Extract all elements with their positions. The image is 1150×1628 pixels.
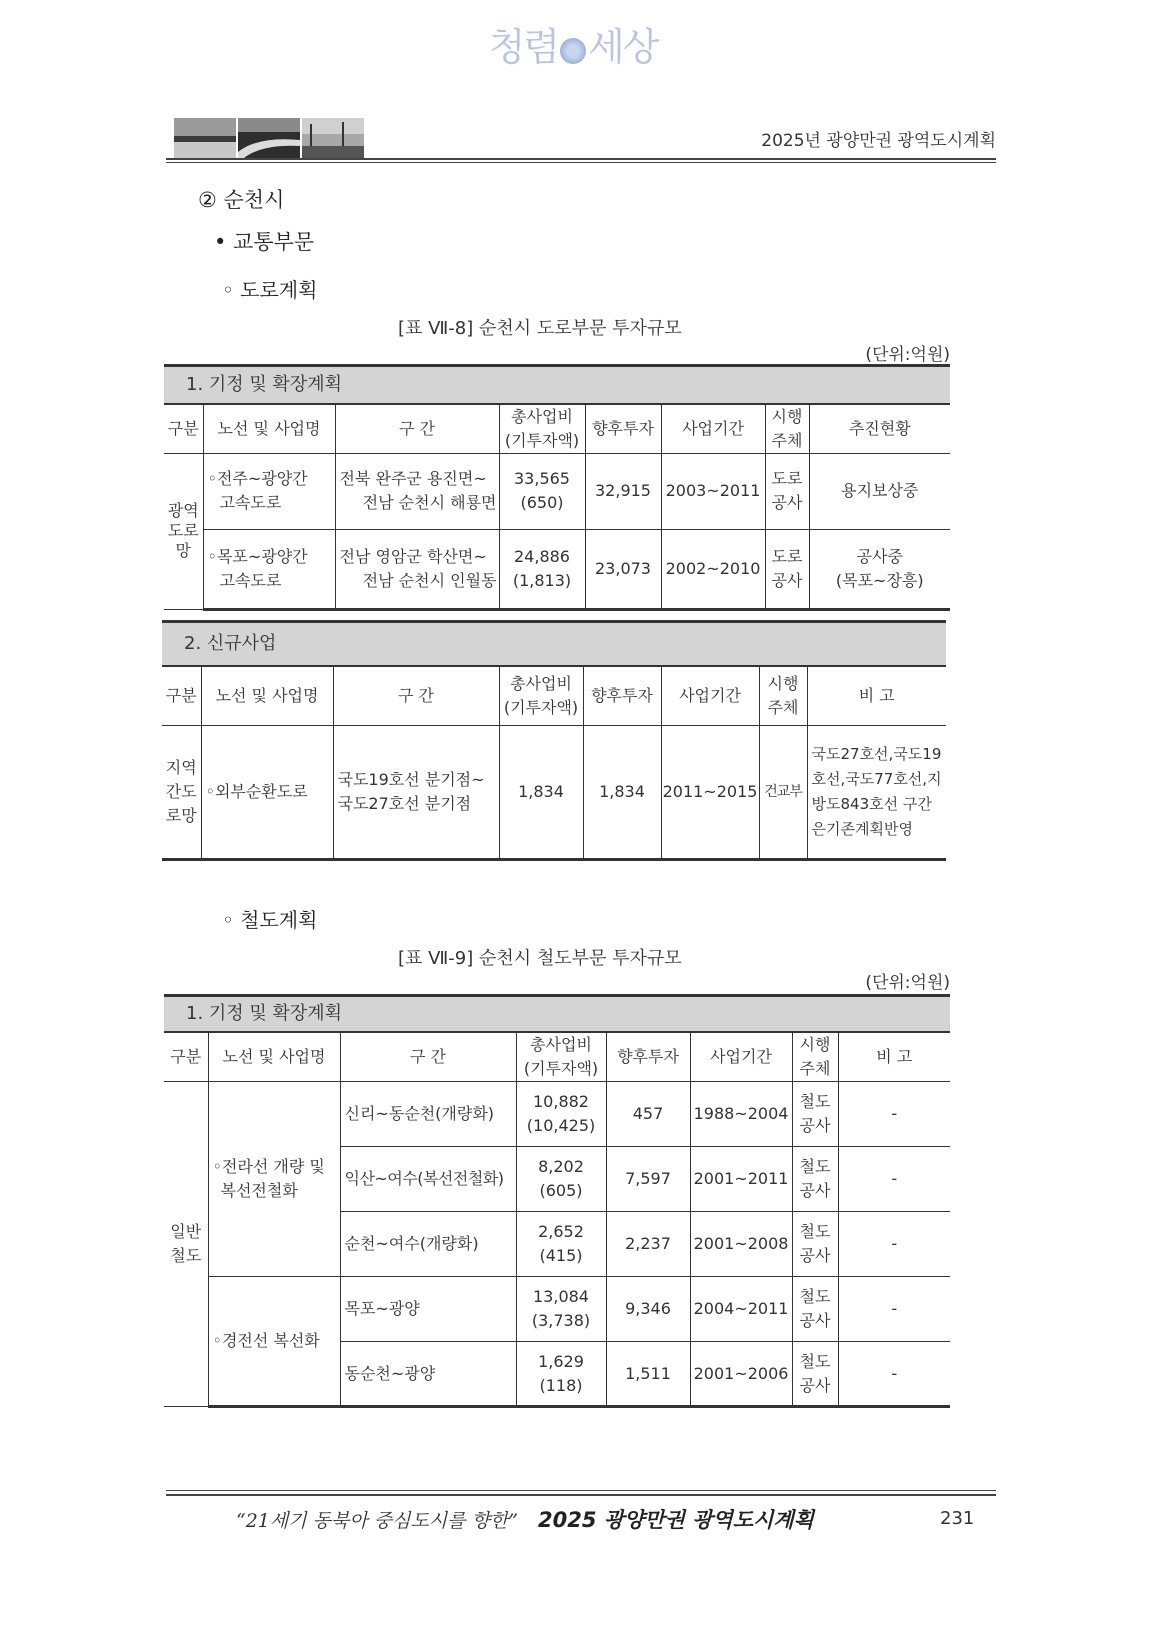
road-table-new <box>162 620 946 861</box>
col-header-agency: 시행 주체 <box>759 666 807 726</box>
header-rule <box>166 158 996 160</box>
group-label: 지역 간도 로망 <box>162 726 201 860</box>
total-cost: 33,565 (650) <box>499 453 585 529</box>
road-table-existing <box>164 364 950 611</box>
footer-title: 2025 광양만권 광역도시계획 <box>538 1508 814 1532</box>
col-header: 구분 <box>162 666 201 726</box>
col-header-total: 총사업비 (기투자액) <box>499 404 585 454</box>
footer-rule <box>166 1494 996 1496</box>
page-number: 231 <box>940 1508 975 1529</box>
section-title: 1. 기정 및 확장계획 <box>164 996 950 1032</box>
logo-text-left: 청렴 <box>488 25 558 69</box>
total-cost: 1,834 <box>499 726 583 860</box>
future-invest: 9,346 <box>606 1277 690 1342</box>
col-header-total: 총사업비 (기투자액) <box>499 666 583 726</box>
col-header: 향후투자 <box>585 404 661 454</box>
col-header: 향후투자 <box>606 1032 690 1082</box>
total-cost: 8,202 (605) <box>516 1147 606 1212</box>
agency: 도로 공사 <box>765 529 809 609</box>
period: 2001~2006 <box>690 1342 792 1407</box>
future-invest: 2,237 <box>606 1212 690 1277</box>
footer-rule-thin <box>166 1490 996 1491</box>
col-header: 구 간 <box>333 666 499 726</box>
period: 2003~2011 <box>661 453 765 529</box>
status: 용지보상중 <box>809 453 950 529</box>
project-section: 순천~여수(개량화) <box>340 1212 516 1277</box>
col-header: 비 고 <box>807 666 946 726</box>
unit-label-rail: (단위:억원) <box>865 973 950 993</box>
future-invest: 23,073 <box>585 529 661 609</box>
note: - <box>838 1277 950 1342</box>
section-title: 1. 기정 및 확장계획 <box>164 366 950 404</box>
project-name: ◦외부순환도로 <box>201 726 333 860</box>
future-invest: 457 <box>606 1082 690 1147</box>
table-caption-road: [표 Ⅶ-8] 순천시 도로부문 투자규모 <box>398 318 682 339</box>
project-section: 익산~여수(복선전철화) <box>340 1147 516 1212</box>
agency: 철도 공사 <box>792 1342 838 1407</box>
total-cost: 24,886 (1,813) <box>499 529 585 609</box>
total-cost: 10,882 (10,425) <box>516 1082 606 1147</box>
agency: 건교부 <box>759 726 807 860</box>
project-section: 전남 영암군 학산면~ 전남 순천시 인월동 <box>335 529 499 609</box>
total-cost: 1,629 (118) <box>516 1342 606 1407</box>
future-invest: 1,834 <box>583 726 661 860</box>
period: 2002~2010 <box>661 529 765 609</box>
status: 공사중 (목포~장흥) <box>809 529 950 609</box>
footer-tagline: “21세기 동북아 중심도시를 향한” <box>236 1510 518 1532</box>
period: 2001~2011 <box>690 1147 792 1212</box>
col-header-agency: 시행 주체 <box>765 404 809 454</box>
col-header-agency: 시행 주체 <box>792 1032 838 1082</box>
total-cost: 2,652 (415) <box>516 1212 606 1277</box>
landscape-photo-2 <box>238 118 300 158</box>
col-header: 사업기간 <box>661 404 765 454</box>
note: - <box>838 1212 950 1277</box>
project-section: 전북 완주군 용진면~ 전남 순천시 해룡면 <box>335 453 499 529</box>
header-title: 2025년 광양만권 광역도시계획 <box>761 131 996 151</box>
rail-table <box>164 994 950 1408</box>
period: 2011~2015 <box>661 726 759 860</box>
project-section: 국도19호선 분기점~ 국도27호선 분기점 <box>333 726 499 860</box>
logo-text-right: 세상 <box>588 25 658 69</box>
col-header: 사업기간 <box>661 666 759 726</box>
future-invest: 1,511 <box>606 1342 690 1407</box>
header-rule-thin <box>166 162 996 163</box>
project-name: ◦경전선 복선화 <box>208 1277 340 1407</box>
project-section: 신리~동순천(개량화) <box>340 1082 516 1147</box>
future-invest: 32,915 <box>585 453 661 529</box>
agency: 철도 공사 <box>792 1212 838 1277</box>
col-header: 사업기간 <box>690 1032 792 1082</box>
col-header: 추진현황 <box>809 404 950 454</box>
landscape-photo-1 <box>174 118 236 158</box>
col-header: 구분 <box>164 1032 208 1082</box>
group-label: 일반 철도 <box>164 1082 208 1407</box>
project-name: ◦목포~광양간 고속도로 <box>203 529 335 609</box>
note: - <box>838 1342 950 1407</box>
note: - <box>838 1147 950 1212</box>
col-header: 향후투자 <box>583 666 661 726</box>
agency: 철도 공사 <box>792 1082 838 1147</box>
unit-label-road: (단위:억원) <box>865 345 950 365</box>
project-section: 동순천~광양 <box>340 1342 516 1407</box>
table-caption-rail: [표 Ⅶ-9] 순천시 철도부문 투자규모 <box>398 948 682 969</box>
group-label: 광역 도로 망 <box>164 453 203 609</box>
col-header: 구분 <box>164 404 203 454</box>
section-title: 2. 신규사업 <box>162 622 946 666</box>
col-header: 노선 및 사업명 <box>208 1032 340 1082</box>
project-name: ◦전라선 개량 및 복선전철화 <box>208 1082 340 1277</box>
agency: 철도 공사 <box>792 1147 838 1212</box>
note: 국도27호선,국도19호선,국도77호선,지방도843호선 구간은기존계획반영 <box>807 726 946 860</box>
rail-heading: ◦ 철도계획 <box>222 908 318 932</box>
future-invest: 7,597 <box>606 1147 690 1212</box>
project-name: ◦전주~광양간 고속도로 <box>203 453 335 529</box>
note: - <box>838 1082 950 1147</box>
header-photo-strip <box>174 118 364 158</box>
total-cost: 13,084 (3,738) <box>516 1277 606 1342</box>
logo-emblem-icon <box>560 38 586 64</box>
period: 2001~2008 <box>690 1212 792 1277</box>
col-header-total: 총사업비 (기투자액) <box>516 1032 606 1082</box>
col-header: 노선 및 사업명 <box>203 404 335 454</box>
period: 1988~2004 <box>690 1082 792 1147</box>
logo <box>488 18 658 76</box>
col-header: 노선 및 사업명 <box>201 666 333 726</box>
landscape-photo-3 <box>302 118 364 158</box>
col-header: 구 간 <box>335 404 499 454</box>
col-header: 비 고 <box>838 1032 950 1082</box>
col-header: 구 간 <box>340 1032 516 1082</box>
bullet-heading: • 교통부문 <box>214 230 315 254</box>
agency: 도로 공사 <box>765 453 809 529</box>
road-heading: ◦ 도로계획 <box>222 278 318 302</box>
project-section: 목포~광양 <box>340 1277 516 1342</box>
period: 2004~2011 <box>690 1277 792 1342</box>
section-heading: ② 순천시 <box>198 188 285 212</box>
agency: 철도 공사 <box>792 1277 838 1342</box>
